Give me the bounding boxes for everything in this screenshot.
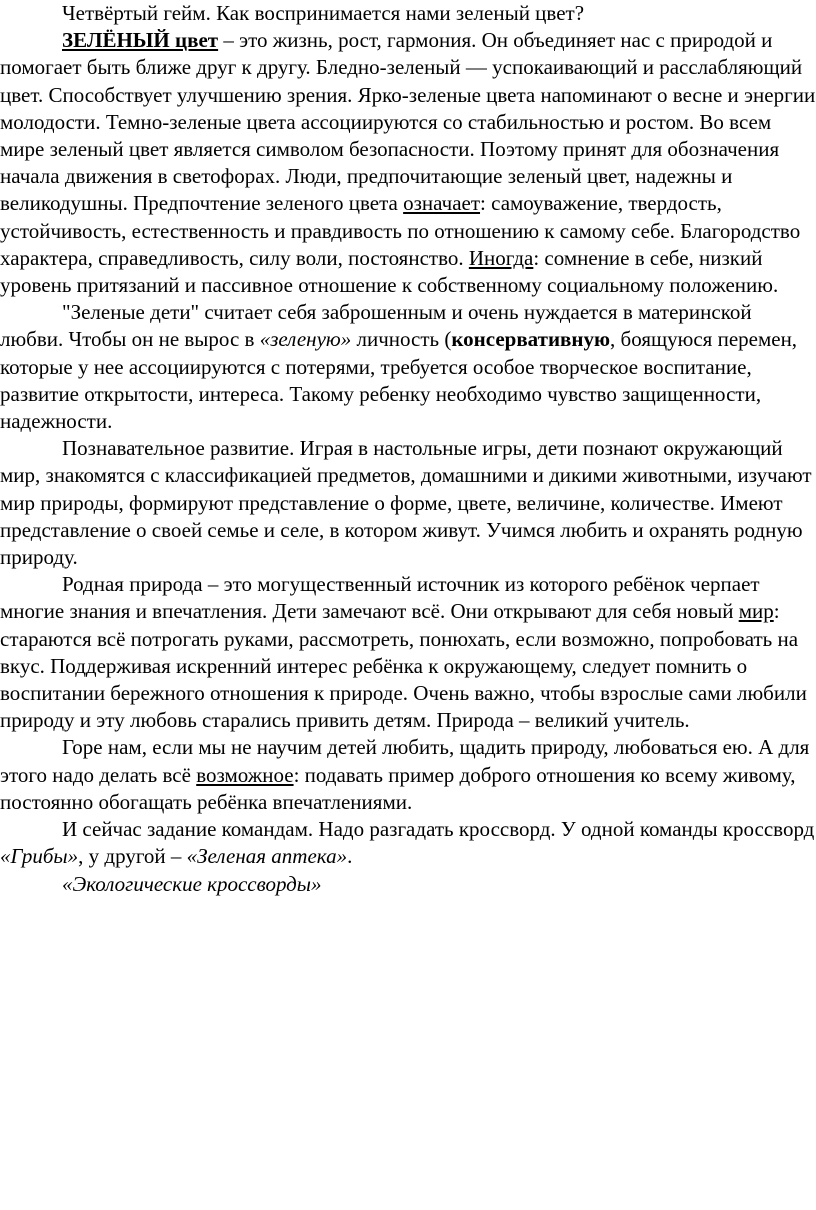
paragraph-cognitive-development: [0, 435, 816, 571]
crossword-green-pharmacy: «Зеленая аптека»: [186, 844, 348, 869]
paragraph-green-color: [0, 27, 816, 299]
green-children-italic: «зеленую»: [259, 327, 352, 352]
link-possible[interactable]: возможное: [196, 762, 294, 787]
green-children-text-2: личность (: [351, 327, 452, 352]
woe-text-1: Горе нам, если мы не научим детей любить, щадить природу, любоваться ею. А для этого надо делать всё: [0, 735, 810, 787]
game-title-text: Четвёртый гейм. Как воспринимается нами зеленый цвет?: [62, 1, 585, 25]
team-task-text-1: И сейчас задание командам. Надо разгадать кроссворд. У одной команды кроссворд: [62, 817, 815, 842]
link-sometimes[interactable]: Иногда: [468, 245, 534, 270]
link-means[interactable]: означает: [403, 191, 481, 216]
paragraph-woe-to-us: [0, 734, 816, 816]
green-color-text-3: : сомнение в себе, низкий уровень притязаний и пассивное отношение к собственному социальному положению.: [0, 245, 779, 298]
green-color-text-1: – это жизнь, рост, гармония. Он объединяет нас с природой и помогает быть ближе друг к другу. Бледно-зеленый — успокаивающий и расслабляющий цвет. Способствует улучшению зрения. Ярко-зеленые цвета напоминают о весне и энергии молодости. Темно-зеленые цвета ассоциируются со стабильностью и ростом. Во всем мире зеленый цвет является символом безопасности. Поэтому принят для обозначения начала движения в светофорах. Люди, предпочитающие зеленый цвет, надежны и великодушны. Предпочтение зеленого цвета: [0, 28, 816, 216]
paragraph-native-nature: [0, 571, 816, 734]
woe-text-2: : подавать пример доброго отношения ко всему живому, постоянно обогащать ребёнка впечатлениями.: [0, 762, 796, 814]
green-children-text-3: , боящуюся перемен, которые у нее ассоциируются с потерями, требуется особое творческое воспитание, развитие открытости, интереса. Такому ребенку необходимо чувство защищенности, надежности.: [0, 327, 798, 434]
paragraph-ecological-crosswords: [0, 871, 816, 898]
paragraph-green-children: [0, 299, 816, 435]
team-task-text-2: , у другой –: [78, 844, 187, 869]
native-nature-text-1: Родная природа – это могущественный источник из которого ребёнок черпает многие знания и впечатления. Дети замечают всё. Они открывают для себя новый: [0, 572, 760, 624]
green-color-heading: ЗЕЛЁНЫЙ цвет: [62, 28, 219, 53]
paragraph-game-title: [0, 0, 816, 27]
team-task-text-3: .: [347, 844, 353, 869]
cognitive-text: Познавательное развитие. Играя в настольные игры, дети познают окружающий мир, знакомятся с классификацией предметов, домашними и дикими животными, изучают мир природы, формируют представление о форме, цвете, величине, количестве. Имеют представление о своей семье и селе, в котором живут. Учимся любить и охранять родную природу.: [0, 436, 812, 570]
native-nature-text-2: : стараются всё потрогать руками, рассмотреть, понюхать, если возможно, попробовать на вкус. Поддерживая искренний интерес ребёнка к окружающему, следует помнить о воспитании бережного отношения к природе. Очень важно, чтобы взрослые сами любили природу и эту любовь старались привить детям. Природа – великий учитель.: [0, 599, 807, 733]
crossword-mushrooms: «Грибы»: [0, 844, 79, 869]
green-children-text-1: "Зеленые дети" считает себя заброшенным и очень нуждается в материнской любви. Чтобы он не вырос в: [0, 300, 752, 352]
paragraph-team-task: [0, 816, 816, 870]
link-world[interactable]: мир: [738, 599, 774, 624]
conservative-bold: консервативную: [451, 327, 611, 352]
green-color-text-2: : самоуважение, твердость, устойчивость, естественность и правдивость по отношению к самому себе. Благородство характера, справедливость, силу воли, постоянство.: [0, 191, 801, 270]
ecological-crosswords-title: «Экологические кроссворды»: [62, 871, 322, 896]
